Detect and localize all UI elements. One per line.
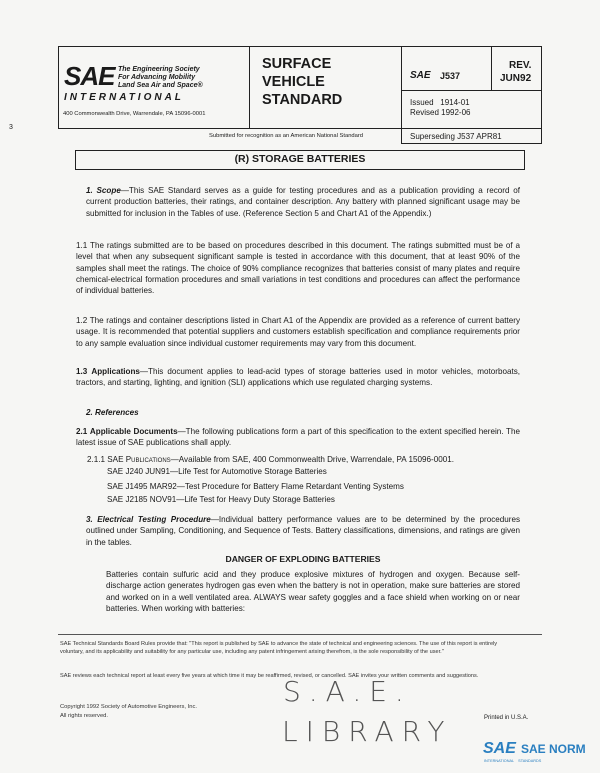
reference-1: SAE J240 JUN91—Life Test for Automotive Storage Batteries (107, 467, 327, 476)
registered-mark: ® (197, 82, 203, 89)
superseding-rule (401, 143, 542, 144)
copyright-line-1: Copyright 1992 Society of Automotive Engineers, Inc. (60, 704, 197, 710)
section-2-1-text: —The following publications form a part of this specification to the extent specified herein. The latest issue of SAE publications shall apply. (76, 427, 521, 448)
reference-2: SAE J1495 MAR92—Test Procedure for Battery Flame Retardant Venting Systems (107, 482, 404, 491)
section-1-heading: Scope (96, 186, 121, 195)
superseding: Superseding J537 APR81 (410, 132, 502, 141)
header-right-rule (541, 46, 542, 128)
section-2-heading: References (95, 408, 139, 417)
section-2-1-1-text: —Available from SAE, 400 Commonwealth Drive, Warrendale, PA 15096-0001. (170, 455, 454, 464)
std-number: J537 (440, 71, 461, 81)
section-1-3-text: —This document applies to lead-acid types of storage batteries used in motor vehicles, motorboats, tractors, and starting, lighting, and ignition (SLI) applications which use regulated charging systems. (76, 367, 520, 388)
watermark-logo: SAE (483, 740, 516, 757)
section-3-heading: Electrical Testing Procedure (97, 515, 211, 524)
section-1-1-number: 1.1 (76, 241, 88, 250)
section-2-1-1 (87, 454, 520, 465)
header-divider-3 (491, 46, 492, 90)
section-2-1-number: 2.1 (76, 427, 88, 436)
doc-type-line-2: VEHICLE (262, 74, 325, 90)
margin-mark: 3 (9, 124, 13, 131)
sae-logo: SAE (64, 61, 115, 91)
library-stamp-line-2: LIBRARY (282, 715, 453, 748)
watermark-subtext: INTERNATIONAL STANDARDS (484, 759, 542, 763)
section-1-3-number: 1.3 (76, 367, 88, 376)
doc-type-line-1: SURFACE (262, 56, 332, 72)
header-top-rule (58, 46, 542, 47)
section-3-text: —Individual battery performance values are to be determined by the procedures outlined under Sampling, Conditioning, and Sequence of Tests. Battery classifications, dimensions, and ratings are given in the tables. (86, 515, 520, 547)
watermark-text: SAE NORM (521, 742, 586, 756)
footer-rule (58, 634, 542, 635)
superseding-right-rule (541, 128, 542, 144)
doc-type-line-3: STANDARD (262, 92, 343, 108)
section-2 (86, 407, 520, 418)
copyright-line-2: All rights reserved. (60, 713, 109, 719)
footer-rules-note: SAE Technical Standards Board Rules provide that: "This report is published by SAE to advance the state of technical and engineering sciences. The use of this report is entirely voluntary, and its applicability and suitability for any particular use, including any patent infringement arising therefrom, is the sole responsibility of the user." (60, 641, 498, 655)
section-2-number: 2. (86, 408, 93, 417)
section-2-1-heading: Applicable Documents (89, 427, 178, 436)
rev-value: JUN92 (500, 73, 532, 84)
section-1-2-text: The ratings and container descriptions listed in Chart A1 of the Appendix are provided as a reference of current battery usage. It is recommended that potential suppliers and customers establish specification and compliance requirements prior to any sample evaluation since individual customer requirements may vary from this document. (76, 316, 520, 348)
revised-date: Revised 1992-06 (410, 108, 471, 117)
org-tagline (118, 66, 203, 90)
library-stamp-line-1: S.A.E. (283, 675, 412, 708)
section-3 (86, 514, 520, 548)
issued-date: Issued 1914-01 (410, 98, 470, 107)
section-1-3 (76, 366, 520, 389)
section-2-1 (76, 426, 520, 449)
section-1-3-heading: Applications (91, 367, 140, 376)
header-mid-rule (401, 90, 541, 91)
printed-note: Printed in U.S.A. (484, 715, 529, 721)
submitted-note: Submitted for recognition as an American National Standard (209, 133, 364, 139)
section-2-1-1-number: 2.1.1 (87, 455, 106, 464)
header-bottom-rule (58, 128, 542, 129)
tagline-line-3 (118, 82, 203, 90)
tagline-line-1: The Engineering Society (118, 66, 200, 73)
reference-3: SAE J2185 NOV91—Life Test for Heavy Duty Storage Batteries (107, 495, 335, 504)
danger-text: Batteries contain sulfuric acid and they produce explosive mixtures of hydrogen and oxygen. Because self-discharge action generates hydrogen gas even when the battery is not in operation, make sure batteries are stored and worked on in a well ventilated area. ALWAYS wear safety goggles and a face shield when working on or near batteries. When working with batteries: (106, 570, 520, 613)
tagline-line-3-text: Land Sea Air and Space (118, 82, 198, 89)
section-1-text: —This SAE Standard serves as a guide for testing procedures and as a publication providing a record of current production batteries, their ratings, and container description. Any battery with planned significant usage may be submitted for inclusion in the Tables of use. (Reference Section 5 and Chart A1 of the Appendix.) (86, 186, 520, 218)
section-2-1-1-heading: SAE Publications (107, 455, 171, 464)
doc-type (262, 55, 342, 109)
section-1-2-number: 1.2 (76, 316, 88, 325)
org-address: 400 Commonwealth Drive, Warrendale, PA 15096-0001 (63, 111, 206, 117)
danger-heading: DANGER OF EXPLODING BATTERIES (225, 554, 381, 564)
std-prefix: SAE (410, 70, 431, 81)
header-divider-1 (249, 46, 250, 128)
org-international: INTERNATIONAL (64, 92, 184, 103)
header-left-rule (58, 46, 59, 128)
rev-label: REV. (509, 60, 532, 71)
section-1-number: 1. (86, 186, 93, 195)
footer-review-note: SAE reviews each technical report at least every five years at which time it may be reaffirmed, revised, or cancelled. SAE invites your written comments and suggestions. (60, 673, 479, 679)
tagline-line-2: For Advancing Mobility (118, 74, 196, 81)
header-divider-2 (401, 46, 402, 128)
page-title: (R) STORAGE BATTERIES (234, 153, 366, 165)
section-1-1 (76, 240, 520, 296)
section-1-2 (76, 315, 520, 349)
superseding-left-rule (401, 128, 402, 144)
section-1 (86, 185, 520, 219)
section-1-1-text: The ratings submitted are to be based on procedures described in this document. The ratings submitted must be of a level that when any subsequent significant sample is tested in accordance with this document, that at least 90% of the samples shall meet the ratings. The choice of 90% compliance recognizes that batteries consist of many plates and require chemical-electrical formation procedures and small variations in test conditions and procedures can affect the performance of individual batteries. (76, 241, 520, 296)
section-3-number: 3. (86, 515, 93, 524)
